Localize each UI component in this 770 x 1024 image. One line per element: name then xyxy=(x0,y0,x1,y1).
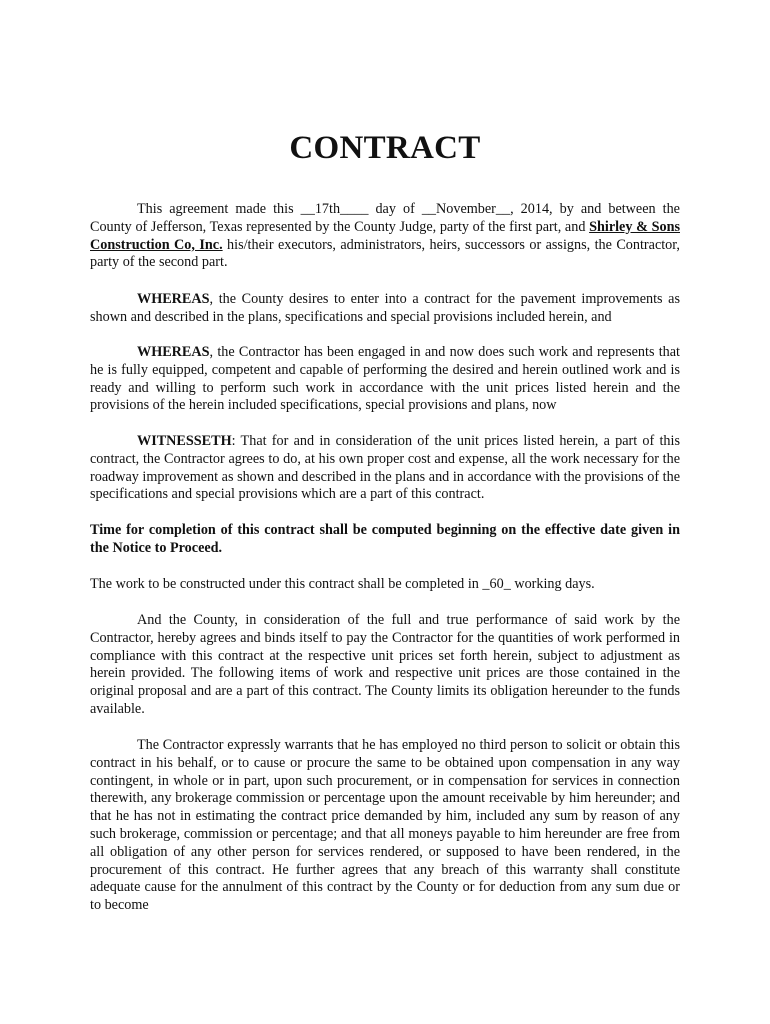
completion-time-paragraph: Time for completion of this contract shall be computed beginning on the effective date given in the Notice to Proceed. xyxy=(90,522,680,556)
working-days-suffix: working days. xyxy=(510,576,595,592)
agreement-successors: his/their executors, administrators, heirs, successors or assigns, the Contractor, party of the second part. xyxy=(90,236,680,271)
month-field: __November__ xyxy=(421,201,511,217)
whereas-label: WHEREAS xyxy=(137,344,210,360)
contractor-name: Shirley & Sons Construction Co, Inc. xyxy=(90,218,680,253)
agreement-parties: , 2014, by and between the County of Jefferson, Texas represented by the County Judge, party of the first part, and xyxy=(90,201,680,235)
whereas-county-text: , the County desires to enter into a contract for the pavement improvements as shown and described in the plans, specifications and special provisions included herein, and xyxy=(90,291,680,325)
witnesseth-label: WITNESSETH xyxy=(137,433,232,449)
working-days-intro: The work to be constructed under this contract shall be completed in xyxy=(90,576,483,592)
working-days-field: _60_ xyxy=(482,576,511,592)
whereas-label: WHEREAS xyxy=(137,291,210,307)
witnesseth-paragraph xyxy=(90,433,680,504)
county-consideration-paragraph: And the County, in consideration of the full and true performance of said work by the Contractor, hereby agrees and binds itself to pay the Contractor for the quantities of work performed in compliance with this contract at the respective unit prices set forth herein, subject to adjustment as herein provided. The following items of work and respective unit prices are those contained in the original proposal and are a part of this contract. The County limits its obligation hereunder to the funds available. xyxy=(90,612,680,717)
page-title: CONTRACT xyxy=(289,130,481,166)
warranty-paragraph: The Contractor expressly warrants that he has employed no third person to solicit or obtain this contract in his behalf, or to cause or procure the same to be obtained upon compensation in any way contingent, in whole or in part, upon such procurement, or in compensation for services in connection therewith, any brokerage commission or percentage upon the amount receivable by him hereunder; and that he has not in estimating the contract price demanded by him, included any sum by reason of any such brokerage, commission or percentage; and that all moneys payable to him hereunder are free from all obligation of any other person for services rendered, or supposed to have been rendered, in the procurement of this contract. He further agrees that any breach of this warranty shall constitute adequate cause for the annulment of this contract by the County or for deduction from any sum due or to become xyxy=(90,737,680,914)
whereas-county-paragraph xyxy=(90,291,680,327)
agreement-day-of: day of xyxy=(368,201,422,217)
day-field: __17th____ xyxy=(300,201,369,217)
witnesseth-text: : That for and in consideration of the unit prices listed herein, a part of this contract, the Contractor agrees to do, at his own proper cost and expense, all the work necessary for the roadway improvement as shown and described in the plans and in accordance with the provisions of the specifications and special provisions which are a part of this contract. xyxy=(90,433,680,503)
working-days-paragraph xyxy=(90,576,680,594)
agreement-intro: This agreement made this xyxy=(137,201,301,217)
agreement-paragraph xyxy=(90,201,680,272)
whereas-contractor-paragraph xyxy=(90,344,680,415)
whereas-contractor-text: , the Contractor has been engaged in and now does such work and represents that he is fully equipped, competent and capable of performing the desired and herein outlined work and is ready and willing to perform such work in accordance with the unit prices listed herein and the provisions of the herein included specifications, special provisions and plans, now xyxy=(90,344,680,414)
